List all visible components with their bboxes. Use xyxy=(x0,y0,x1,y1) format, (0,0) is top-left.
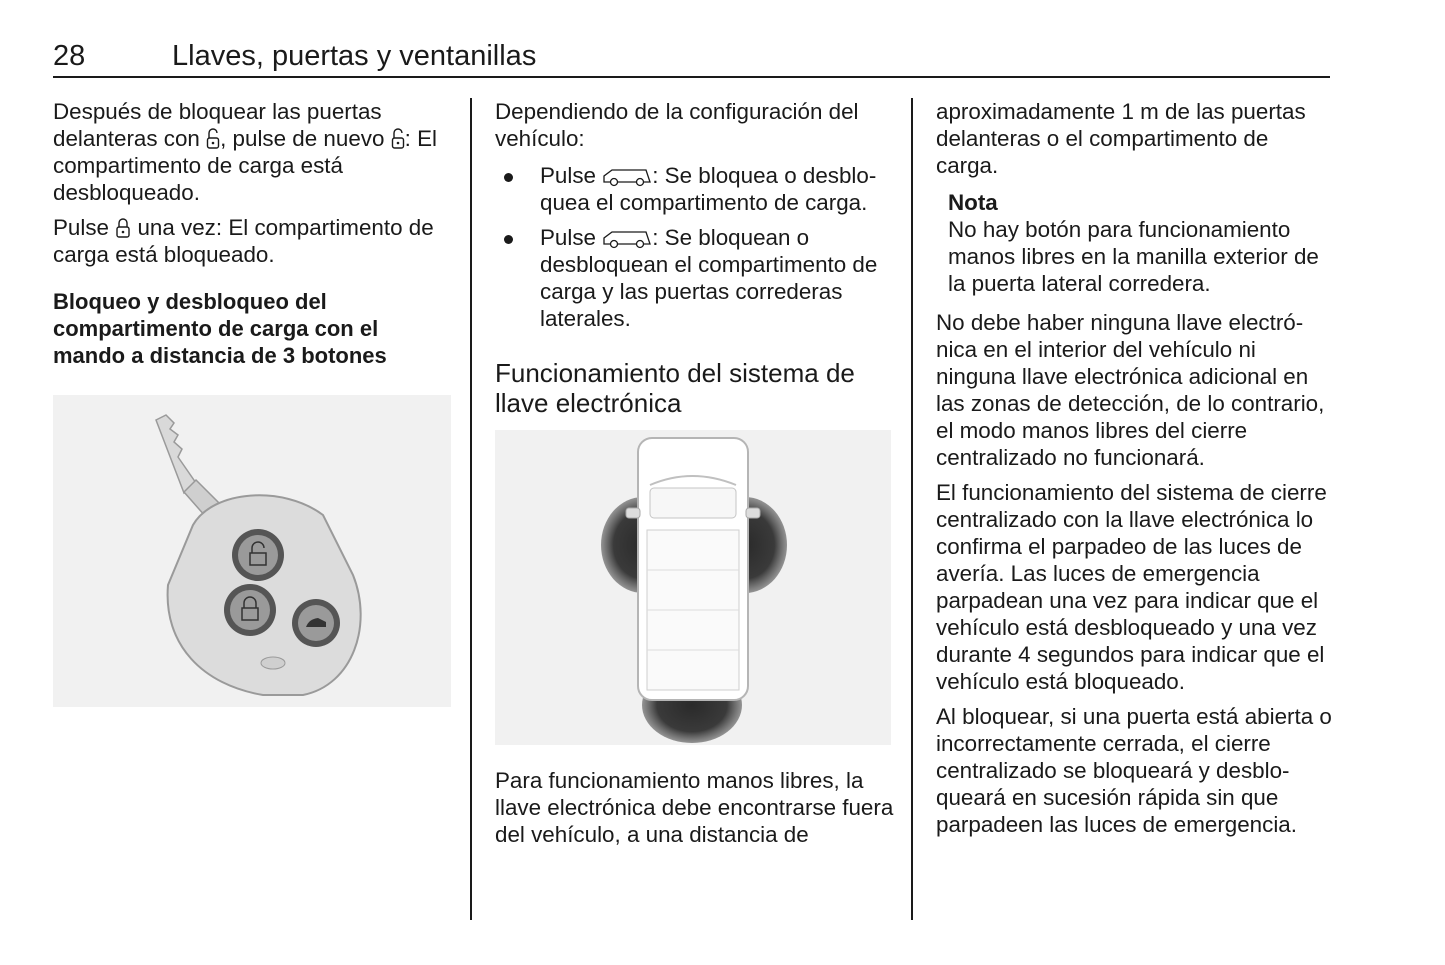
list-item: Pulse : Se bloquean o desbloquean el compartimento de carga y las puertas correderas laterales. xyxy=(495,224,895,332)
paragraph: Después de bloquear las puertas delanteras con , pulse de nuevo : El compartimento de carga está desbloqueado. xyxy=(53,99,438,205)
page-number: 28 xyxy=(53,40,86,72)
list-item: Pulse : Se bloquea o desbloquea el compartimento de carga. xyxy=(495,162,895,216)
note-box xyxy=(948,189,1336,297)
paragraph: Para funcionamiento manos libres, la llave electrónica debe encontrarse fuera del vehículo, a una distancia de xyxy=(495,768,894,847)
bullet-list xyxy=(495,162,895,332)
paragraph: Pulse una vez: El compartimento de carga está bloqueado. xyxy=(53,215,434,267)
header-rule xyxy=(53,76,1330,78)
key-fob-illustration xyxy=(53,395,451,707)
column-1 xyxy=(53,98,453,707)
bullet-icon xyxy=(504,173,513,182)
note-title: Nota xyxy=(948,190,998,215)
paragraph: No debe haber ninguna llave electrónica en el interior del vehículo ni ninguna llave electrónica adicional en las zonas de detección, de lo contrario, el modo manos libres del cierre centralizado no funcionará. xyxy=(936,310,1325,470)
van-icon xyxy=(602,229,652,249)
column-3 xyxy=(936,98,1336,846)
paragraph: Dependiendo de la configuración del vehículo: xyxy=(495,99,859,151)
paragraph: El funcionamiento del sistema de cierre centralizado con la llave electrónica lo confirma el parpadeo de las luces de avería. Las luces de emergencia parpadean una vez para indicar que el vehículo está desbloqueado y una vez durante 4 segundos para indicar que el vehículo está bloqueado. xyxy=(936,480,1327,694)
bullet-icon xyxy=(504,235,513,244)
paragraph: Al bloquear, si una puerta está abierta o incorrectamente cerrada, el cierre centralizado se bloqueará y desbloqueará en sucesión rápida sin que parpadeen las luces de emergencia. xyxy=(936,704,1332,837)
column-2 xyxy=(495,98,895,856)
unlock-icon xyxy=(391,128,405,150)
van-icon xyxy=(602,167,652,187)
section-heading: Funcionamiento del sistema de llave electrónica xyxy=(495,358,855,418)
note-text: No hay botón para funcionamiento manos libres en la manilla exterior de la puerta lateral corredera. xyxy=(948,217,1319,296)
page-title: Llaves, puertas y ventanillas xyxy=(172,40,537,72)
lock-icon xyxy=(115,217,131,239)
van-detection-zones-illustration xyxy=(495,430,891,745)
section-subheading: Bloqueo y desbloqueo del compartimento de carga con el mando a distancia de 3 botones xyxy=(53,289,387,368)
column-divider xyxy=(911,98,913,920)
paragraph: aproximadamente 1 m de las puertas delanteras o el compartimento de carga. xyxy=(936,99,1306,178)
column-divider xyxy=(470,98,472,920)
unlock-icon xyxy=(206,128,220,150)
